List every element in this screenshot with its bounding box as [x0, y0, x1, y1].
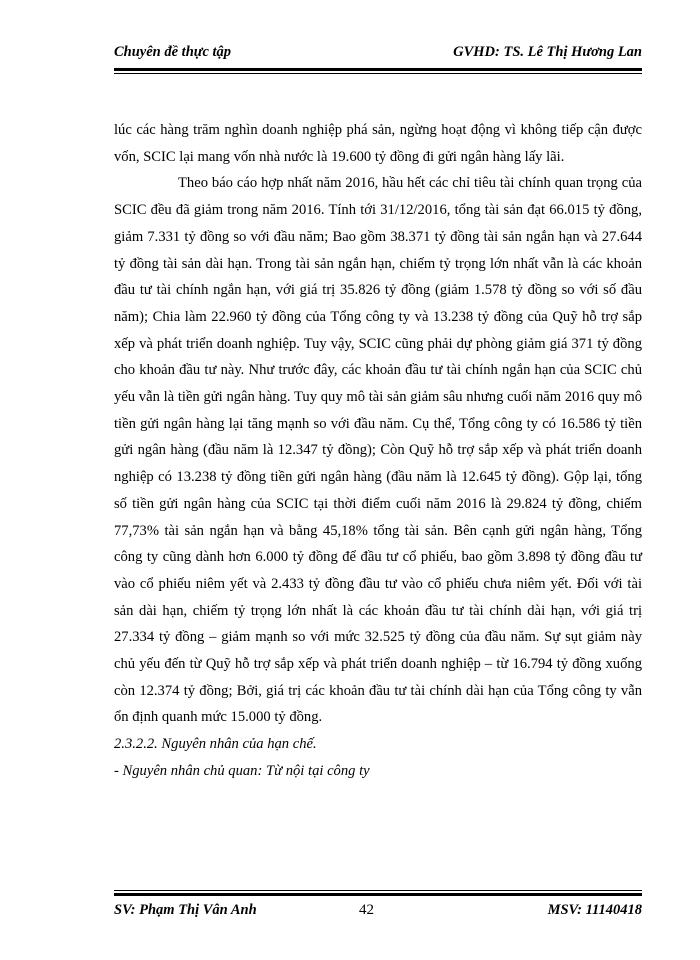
- footer-student-id: MSV: 11140418: [547, 902, 642, 918]
- subheading: - Nguyên nhân chủ quan: Từ nội tại công ty: [114, 762, 370, 779]
- paragraph-financial-report: Theo báo cáo hợp nhất năm 2016, hầu hết các chỉ tiêu tài chính quan trọng của SCIC đều đã giảm trong năm 2016. Tính tới 31/12/2016, tổng tài sản đạt 66.015 tỷ đồng, giảm 7.331 tỷ đồng so với đầu năm; Bao gồm 38.371 tỷ đồng tài sản ngắn hạn và 27.644 tỷ đồng tài sản dài hạn. Trong tài sản ngắn hạn, chiếm tỷ trọng lớn nhất vẫn là các khoản đầu tư tài chính ngắn hạn, với giá trị 35.826 tỷ đồng (giảm 1.578 tỷ đồng so với số đầu năm); Chia làm 22.960 tỷ đồng của Tổng công ty và 13.238 tỷ đồng của Quỹ hỗ trợ sắp xếp và phát triển doanh nghiệp. Tuy vậy, SCIC cũng phải dự phòng giảm giá 371 tỷ đồng cho khoản đầu tư này. Như trước đây, các khoản đầu tư tài chính ngắn hạn của SCIC chủ yếu vẫn là tiền gửi ngân hàng. Tuy quy mô tài sản giảm sâu nhưng cuối năm 2016 quy mô tiền gửi ngân hàng lại tăng mạnh so với đầu năm. Cụ thể, Tổng công ty có 16.586 tỷ tiền gửi ngân hàng (đầu năm là 12.347 tỷ đồng); Còn Quỹ hỗ trợ sắp xếp và phát triển doanh nghiệp có 13.238 tỷ đồng tiền gửi ngân hàng (đầu năm là 12.645 tỷ đồng). Gộp lại, tổng số tiền gửi ngân hàng của SCIC tại thời điểm cuối năm 2016 là 29.824 tỷ đồng, chiếm 77,73% tài sản ngắn hạn và bằng 45,18% tổng tài sản. Bên cạnh gửi ngân hàng, Tổng công ty cũng dành hơn 6.000 tỷ đồng để đầu tư cổ phiếu, bao gồm 3.898 tỷ đồng đầu tư vào cổ phiếu niêm yết và 2.433 tỷ đồng đầu tư vào cổ phiếu chưa niêm yết. Đối với tài sản dài hạn, chiếm tỷ trọng lớn nhất là các khoản đầu tư tài chính dài hạn, với giá trị 27.334 tỷ đồng – giảm mạnh so với mức 32.525 tỷ đồng của đầu năm. Sự sụt giảm này chủ yếu đến từ Quỹ hỗ trợ sắp xếp và phát triển doanh nghiệp – từ 16.794 tỷ đồng xuống còn 12.374 tỷ đồng; Bởi, giá trị các khoản đầu tư tài chính dài hạn của Tổng công ty vẫn ổn định quanh mức 15.000 tỷ đồng.: [114, 175, 642, 726]
- page-number: 42: [359, 902, 374, 918]
- header-rule: [114, 68, 642, 74]
- footer-rule: [114, 890, 642, 896]
- header-supervisor: GVHD: TS. Lê Thị Hương Lan: [453, 44, 642, 60]
- header-title: Chuyên đề thực tập: [114, 44, 232, 60]
- section-heading: 2.3.2.2. Nguyên nhân của hạn chế.: [114, 736, 317, 753]
- paragraph-continuation: lúc các hàng trăm nghìn doanh nghiệp phá sản, ngừng hoạt động vì không tiếp cận được vốn, SCIC lại mang vốn nhà nước là 19.600 tỷ đồng đi gửi ngân hàng lấy lãi.: [114, 122, 642, 165]
- page-body: [114, 117, 642, 785]
- page-footer: [114, 902, 642, 924]
- footer-student: SV: Phạm Thị Vân Anh: [114, 902, 257, 918]
- page-header: [114, 44, 642, 66]
